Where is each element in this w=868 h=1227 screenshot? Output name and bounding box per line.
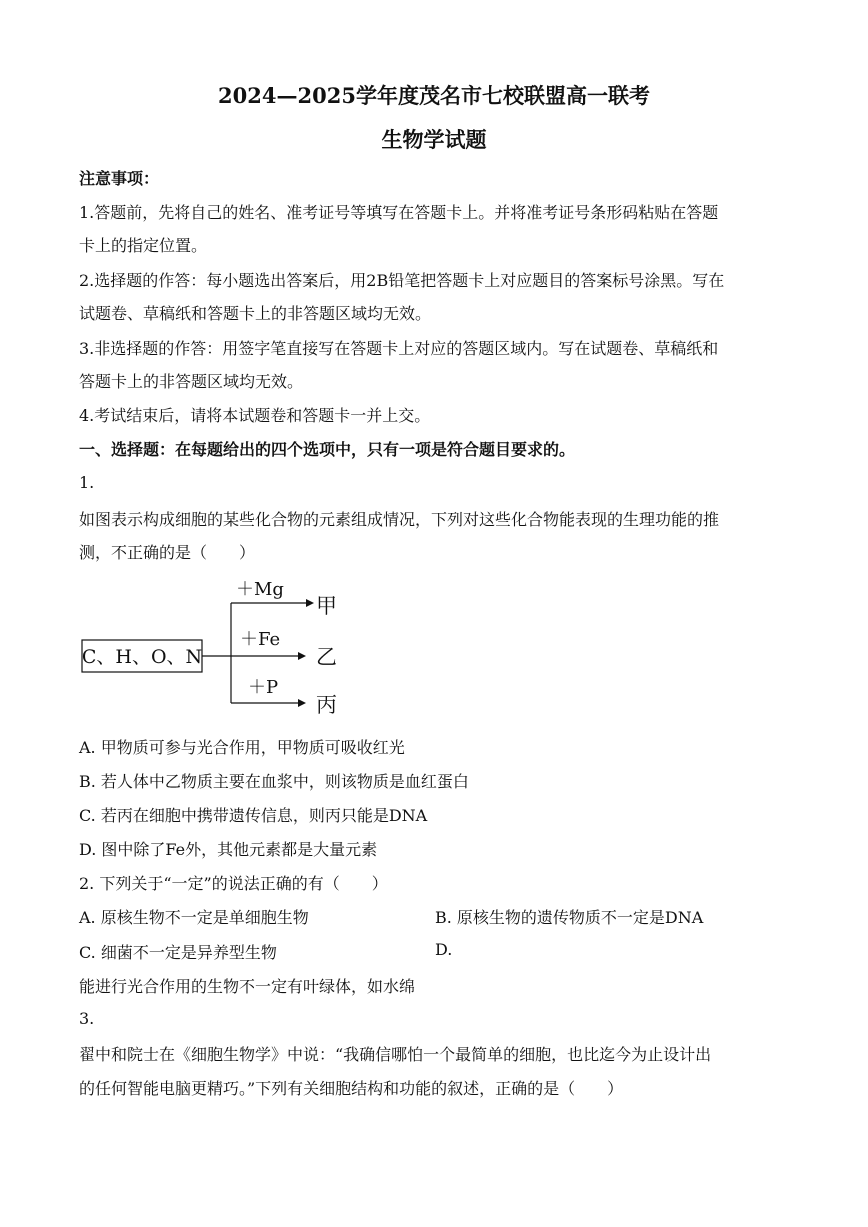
notice-line: 3.非选择题的作答：用签字笔直接写在答题卡上对应的答题区域内。写在试题卷、草稿纸和	[79, 339, 719, 358]
diagram-branch-target: 乙	[316, 645, 337, 669]
question-1-stem: 测，不正确的是（ ）	[79, 543, 256, 562]
notice-heading: 注意事项：	[79, 169, 160, 188]
question-2-option: C. 细菌不一定是异养型生物	[79, 943, 277, 962]
question-1-option: A. 甲物质可参与光合作用，甲物质可吸收红光	[79, 738, 405, 757]
question-3-stem: 翟中和院士在《细胞生物学》中说：“我确信哪怕一个最简单的细胞，也比迄今为止设计出	[79, 1045, 712, 1064]
question-3-number: 3.	[79, 1009, 95, 1028]
diagram-source-label: C、H、O、N	[81, 646, 203, 668]
question-1-number: 1.	[79, 473, 95, 492]
diagram-branch-label: ＋Mg	[236, 579, 284, 600]
question-2-option: B. 原核生物的遗传物质不一定是DNA	[435, 908, 704, 927]
element-composition-diagram	[78, 572, 358, 722]
diagram-branch-target: 甲	[316, 594, 337, 618]
diagram-branch-label: ＋P	[248, 677, 279, 698]
diagram-branch-label: ＋Fe	[240, 629, 281, 650]
question-2-option: A. 原核生物不一定是单细胞生物	[79, 908, 309, 927]
question-3-stem: 的任何智能电脑更精巧。”下列有关细胞结构和功能的叙述，正确的是（ ）	[79, 1079, 624, 1098]
exam-subtitle: 生物学试题	[381, 127, 487, 152]
notice-line: 答题卡上的非答题区域均无效。	[79, 372, 304, 391]
question-2-option: D.	[435, 940, 453, 959]
question-1-option: C. 若丙在细胞中携带遗传信息，则丙只能是DNA	[79, 806, 428, 825]
notice-line: 卡上的指定位置。	[79, 236, 208, 255]
exam-title: 2024—2025学年度茂名市七校联盟高一联考	[218, 83, 650, 108]
question-2-stem: 2. 下列关于“一定”的说法正确的有（ ）	[79, 874, 388, 893]
notice-line: 试题卷、草稿纸和答题卡上的非答题区域均无效。	[79, 304, 432, 323]
diagram-branch-target: 丙	[316, 693, 337, 717]
notice-line: 2.选择题的作答：每小题选出答案后，用2B铅笔把答题卡上对应题目的答案标号涂黑。写在	[79, 271, 725, 290]
arrowhead-icon	[306, 599, 314, 607]
notice-line: 4.考试结束后，请将本试题卷和答题卡一并上交。	[79, 406, 431, 425]
section-heading: 一、选择题：在每题给出的四个选项中，只有一项是符合题目要求的。	[79, 440, 576, 459]
arrowhead-icon	[298, 699, 306, 707]
question-1-option: B. 若人体中乙物质主要在血浆中，则该物质是血红蛋白	[79, 772, 469, 791]
arrowhead-icon	[298, 652, 306, 660]
question-2-option-text: 能进行光合作用的生物不一定有叶绿体，如水绵	[79, 977, 416, 996]
question-1-stem: 如图表示构成细胞的某些化合物的元素组成情况，下列对这些化合物能表现的生理功能的推	[79, 510, 720, 529]
question-1-option: D. 图中除了Fe外，其他元素都是大量元素	[79, 840, 378, 859]
notice-line: 1.答题前，先将自己的姓名、准考证号等填写在答题卡上。并将准考证号条形码粘贴在答题	[79, 203, 719, 222]
